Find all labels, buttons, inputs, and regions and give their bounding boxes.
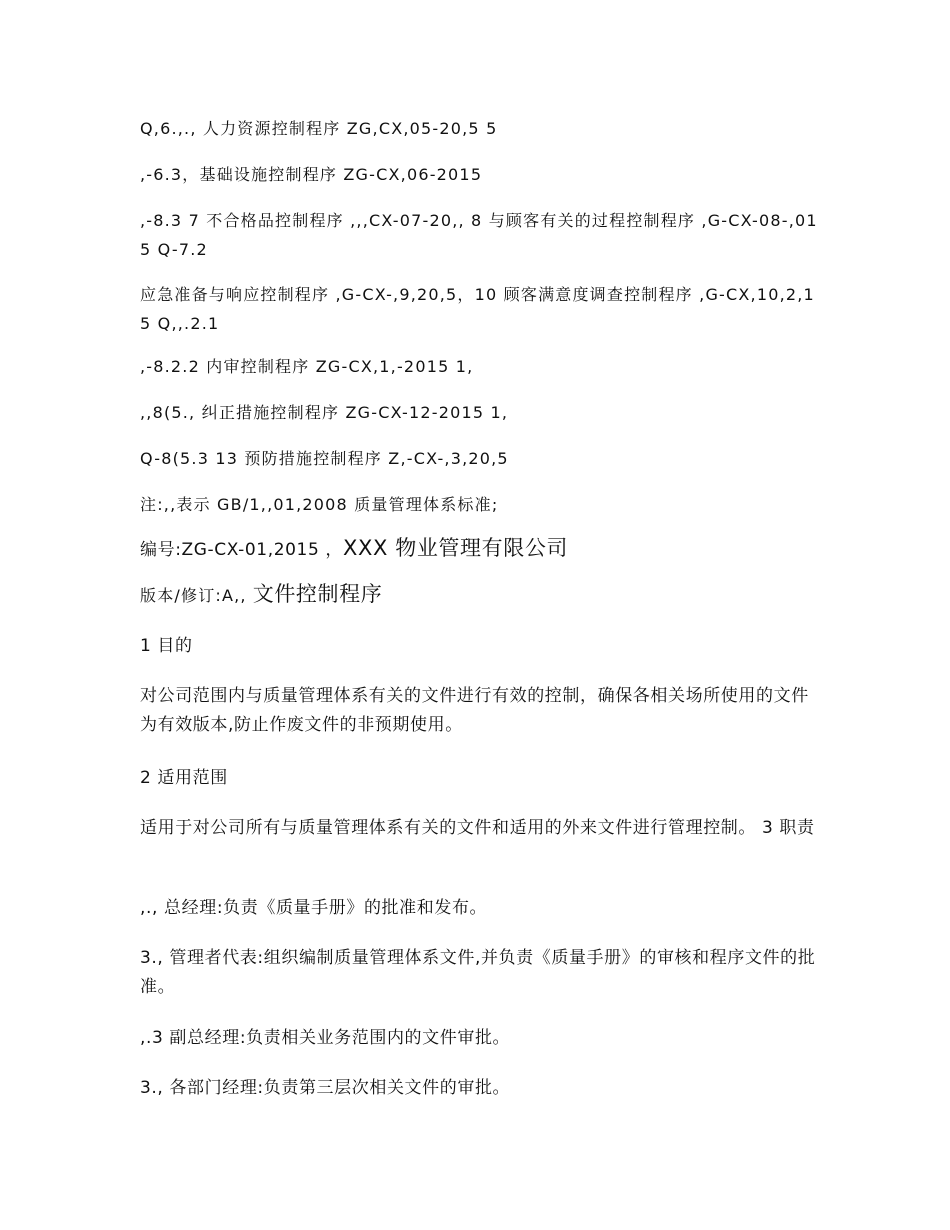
procedure-line-corrective: ,,8(5., 纠正措施控制程序 ZG-CX-12-2015 1, [140,403,509,422]
document-code-label: 编号:ZG-CX-01,2015 ， [140,540,343,560]
version-label: 版本/修订:A,, [140,586,247,605]
paragraph-gm-duty: ,., 总经理:负责《质量手册》的批准和发布。 [140,898,488,918]
note-line: 注:,,表示 GB/1,,01,2008 质量管理体系标准; [140,495,499,514]
procedure-line-internal-audit: ,-8.2.2 内审控制程序 ZG-CX,1,-2015 1, [140,357,474,376]
paragraph-scope: 适用于对公司所有与质量管理体系有关的文件和适用的外来文件进行管理控制。 3 职责 [140,818,815,838]
procedure-line-nonconforming: ,-8.3 7 不合格品控制程序 ,,,CX-07-20,, 8 与顾客有关的过程控制程序 ,G-CX-08-,015 Q-7.2 [140,211,818,259]
section-heading-purpose: 1 目的 [140,636,193,656]
paragraph-mr-duty: 3., 管理者代表:组织编制质量管理体系文件,并负责《质量手册》的审核和程序文件的批准。 [140,948,816,997]
document-code-line [140,534,820,565]
procedure-line-emergency: 应急准备与响应控制程序 ,G-CX-,9,20,5，10 顾客满意度调查控制程序 ,G-CX,10,2,15 Q,,.2.1 [140,285,815,333]
procedure-line-preventive: Q-8(5.3 13 预防措施控制程序 Z,-CX-,3,20,5 [140,449,509,468]
company-name: XXX 物业管理有限公司 [343,536,569,560]
paragraph-deputy-gm-duty: ,.3 副总经理:负责相关业务范围内的文件审批。 [140,1028,511,1048]
procedure-line-infrastructure: ,-6.3，基础设施控制程序 ZG-CX,06-2015 [140,165,483,184]
paragraph-purpose: 对公司范围内与质量管理体系有关的文件进行有效的控制，确保各相关场所使用的文件为有效版本,防止作废文件的非预期使用。 [140,686,809,735]
procedure-line-hr: Q,6.,., 人力资源控制程序 ZG,CX,05-20,5 5 [140,119,498,138]
section-heading-scope: 2 适用范围 [140,768,228,788]
document-title: 文件控制程序 [252,582,383,606]
paragraph-dept-manager-duty: 3., 各部门经理:负责第三层次相关文件的审批。 [140,1078,511,1098]
document-version-line [140,580,820,611]
